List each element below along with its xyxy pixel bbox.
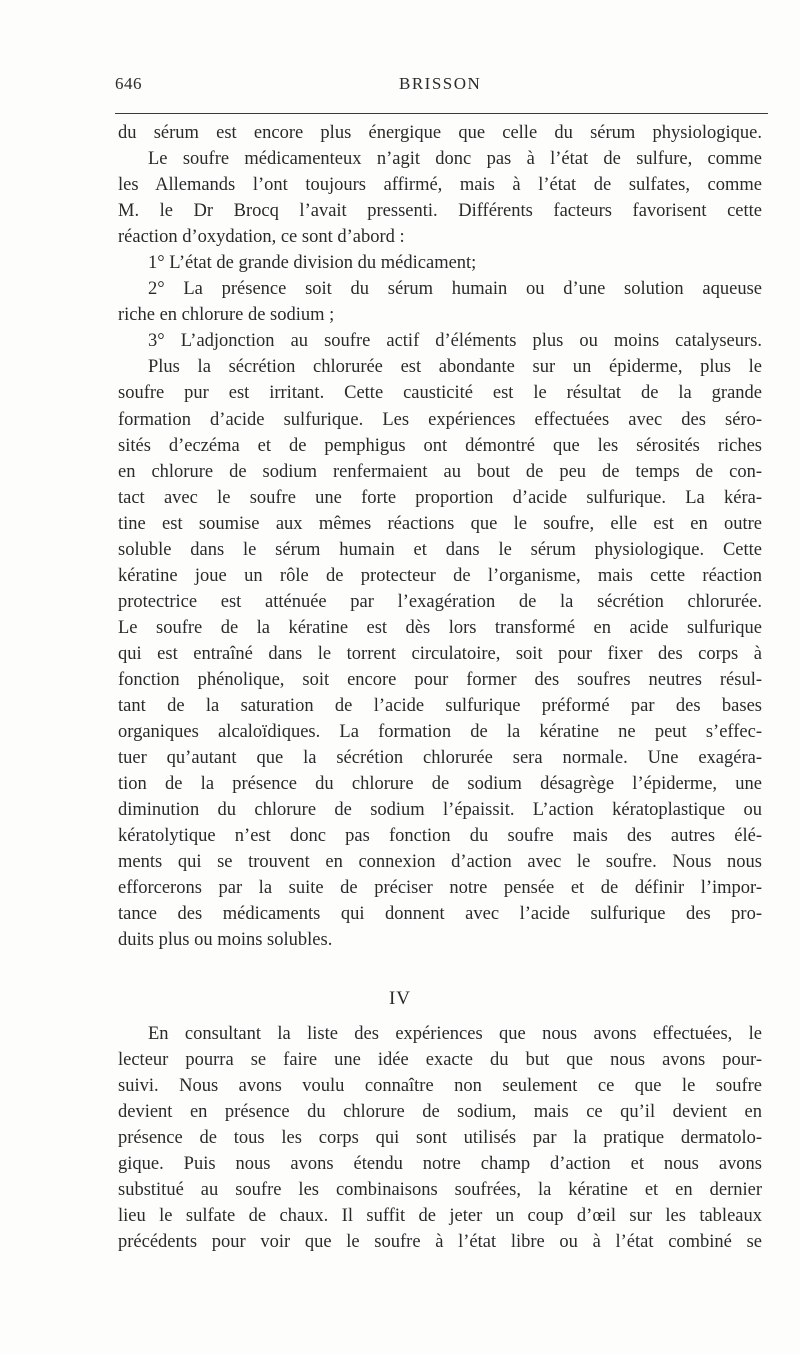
text-line: soluble dans le sérum humain et dans le sérum physiologique. Cette [118,539,762,560]
page-number: 646 [115,74,142,93]
text-line: Plus la sécrétion chlorurée est abondante sur un épiderme, plus le [148,357,762,378]
running-head: BRISSON [399,74,482,93]
text-line: les Allemands l’ont toujours affirmé, mais à l’état de sulfates, comme [118,175,762,196]
text-line: suivi. Nous avons voulu connaître non seulement ce que le soufre [118,1076,762,1097]
page-header [115,74,765,102]
text-line: en chlorure de sodium renfermaient au bout de peu de temps de con- [118,461,762,482]
text-line: riche en chlorure de sodium ; [118,305,335,326]
text-line: réaction d’oxydation, ce sont d’abord : [118,227,405,248]
text-line: ments qui se trouvent en connexion d’action avec le soufre. Nous nous [118,852,762,873]
text-line: duits plus ou moins solubles. [118,930,333,951]
text-line: sités d’eczéma et de pemphigus ont démontré que les sérosités riches [118,435,762,456]
text-line: substitué au soufre les combinaisons soufrées, la kératine et en dernier [118,1180,762,1201]
text-line: organiques alcaloïdiques. La formation de la kératine ne peut s’effec- [118,722,762,743]
text-line: kératine joue un rôle de protecteur de l’organisme, mais cette réaction [118,565,762,586]
text-line: Le soufre de la kératine est dès lors transformé en acide sulfurique [118,617,762,638]
list-item: 2° La présence soit du sérum humain ou d’une solution aqueuse [148,279,762,300]
text-line: efforcerons par la suite de préciser notre pensée et de définir l’impor- [118,878,762,899]
header-rule [115,113,768,114]
text-line: kératolytique n’est donc pas fonction du soufre mais des autres élé- [118,826,762,847]
text-line: lieu le sulfate de chaux. Il suffit de jeter un coup d’œil sur les tableaux [118,1206,762,1227]
text-line: soufre pur est irritant. Cette causticité est le résultat de la grande [118,383,762,404]
text-line: gique. Puis nous avons étendu notre champ d’action et nous avons [118,1154,762,1175]
text-line: tance des médicaments qui donnent avec l’acide sulfurique des pro- [118,904,762,925]
text-line: précédents pour voir que le soufre à l’état libre ou à l’état combiné se [118,1232,762,1253]
text-line: Le soufre médicamenteux n’agit donc pas à l’état de sulfure, comme [148,149,762,170]
text-line: En consultant la liste des expériences que nous avons effectuées, le [148,1024,762,1044]
text-line: tion de la présence du chlorure de sodium désagrège l’épiderme, une [118,774,762,795]
text-line: tuer qu’autant que la sécrétion chlorurée sera normale. Une exagéra- [118,748,762,769]
section-heading: IV [388,988,412,1009]
paragraph-block-1 [118,120,762,954]
text-line: tact avec le soufre une forte proportion d’acide sulfurique. La kéra- [118,487,762,508]
text-line: qui est entraîné dans le torrent circulatoire, soit pour fixer des corps à [118,643,762,664]
text-line: présence de tous les corps qui sont utilisés par la pratique dermatolo- [118,1128,762,1149]
text-line: tant de la saturation de l’acide sulfurique préformé par des bases [118,696,762,717]
text-line: protectrice est atténuée par l’exagération de la sécrétion chlorurée. [118,591,762,612]
text-line: formation d’acide sulfurique. Les expériences effectuées avec des séro- [118,409,762,430]
text-line: diminution du chlorure de sodium l’épaissit. L’action kératoplastique ou [118,800,762,821]
text-line: devient en présence du chlorure de sodium, mais ce qu’il devient en [118,1102,762,1123]
text-line: M. le Dr Brocq l’avait pressenti. Différents facteurs favorisent cette [118,201,762,222]
text-line: du sérum est encore plus énergique que celle du sérum physiologique. [118,123,762,143]
list-item: 1° L’état de grande division du médicament; [148,253,477,274]
paragraph-block-2 [118,1021,762,1255]
list-item: 3° L’adjonction au soufre actif d’éléments plus ou moins catalyseurs. [148,331,762,352]
text-line: tine est soumise aux mêmes réactions que le soufre, elle est en outre [118,513,762,534]
text-line: lecteur pourra se faire une idée exacte du but que nous avons pour- [118,1050,762,1071]
text-line: fonction phénolique, soit encore pour former des soufres neutres résul- [118,669,762,690]
